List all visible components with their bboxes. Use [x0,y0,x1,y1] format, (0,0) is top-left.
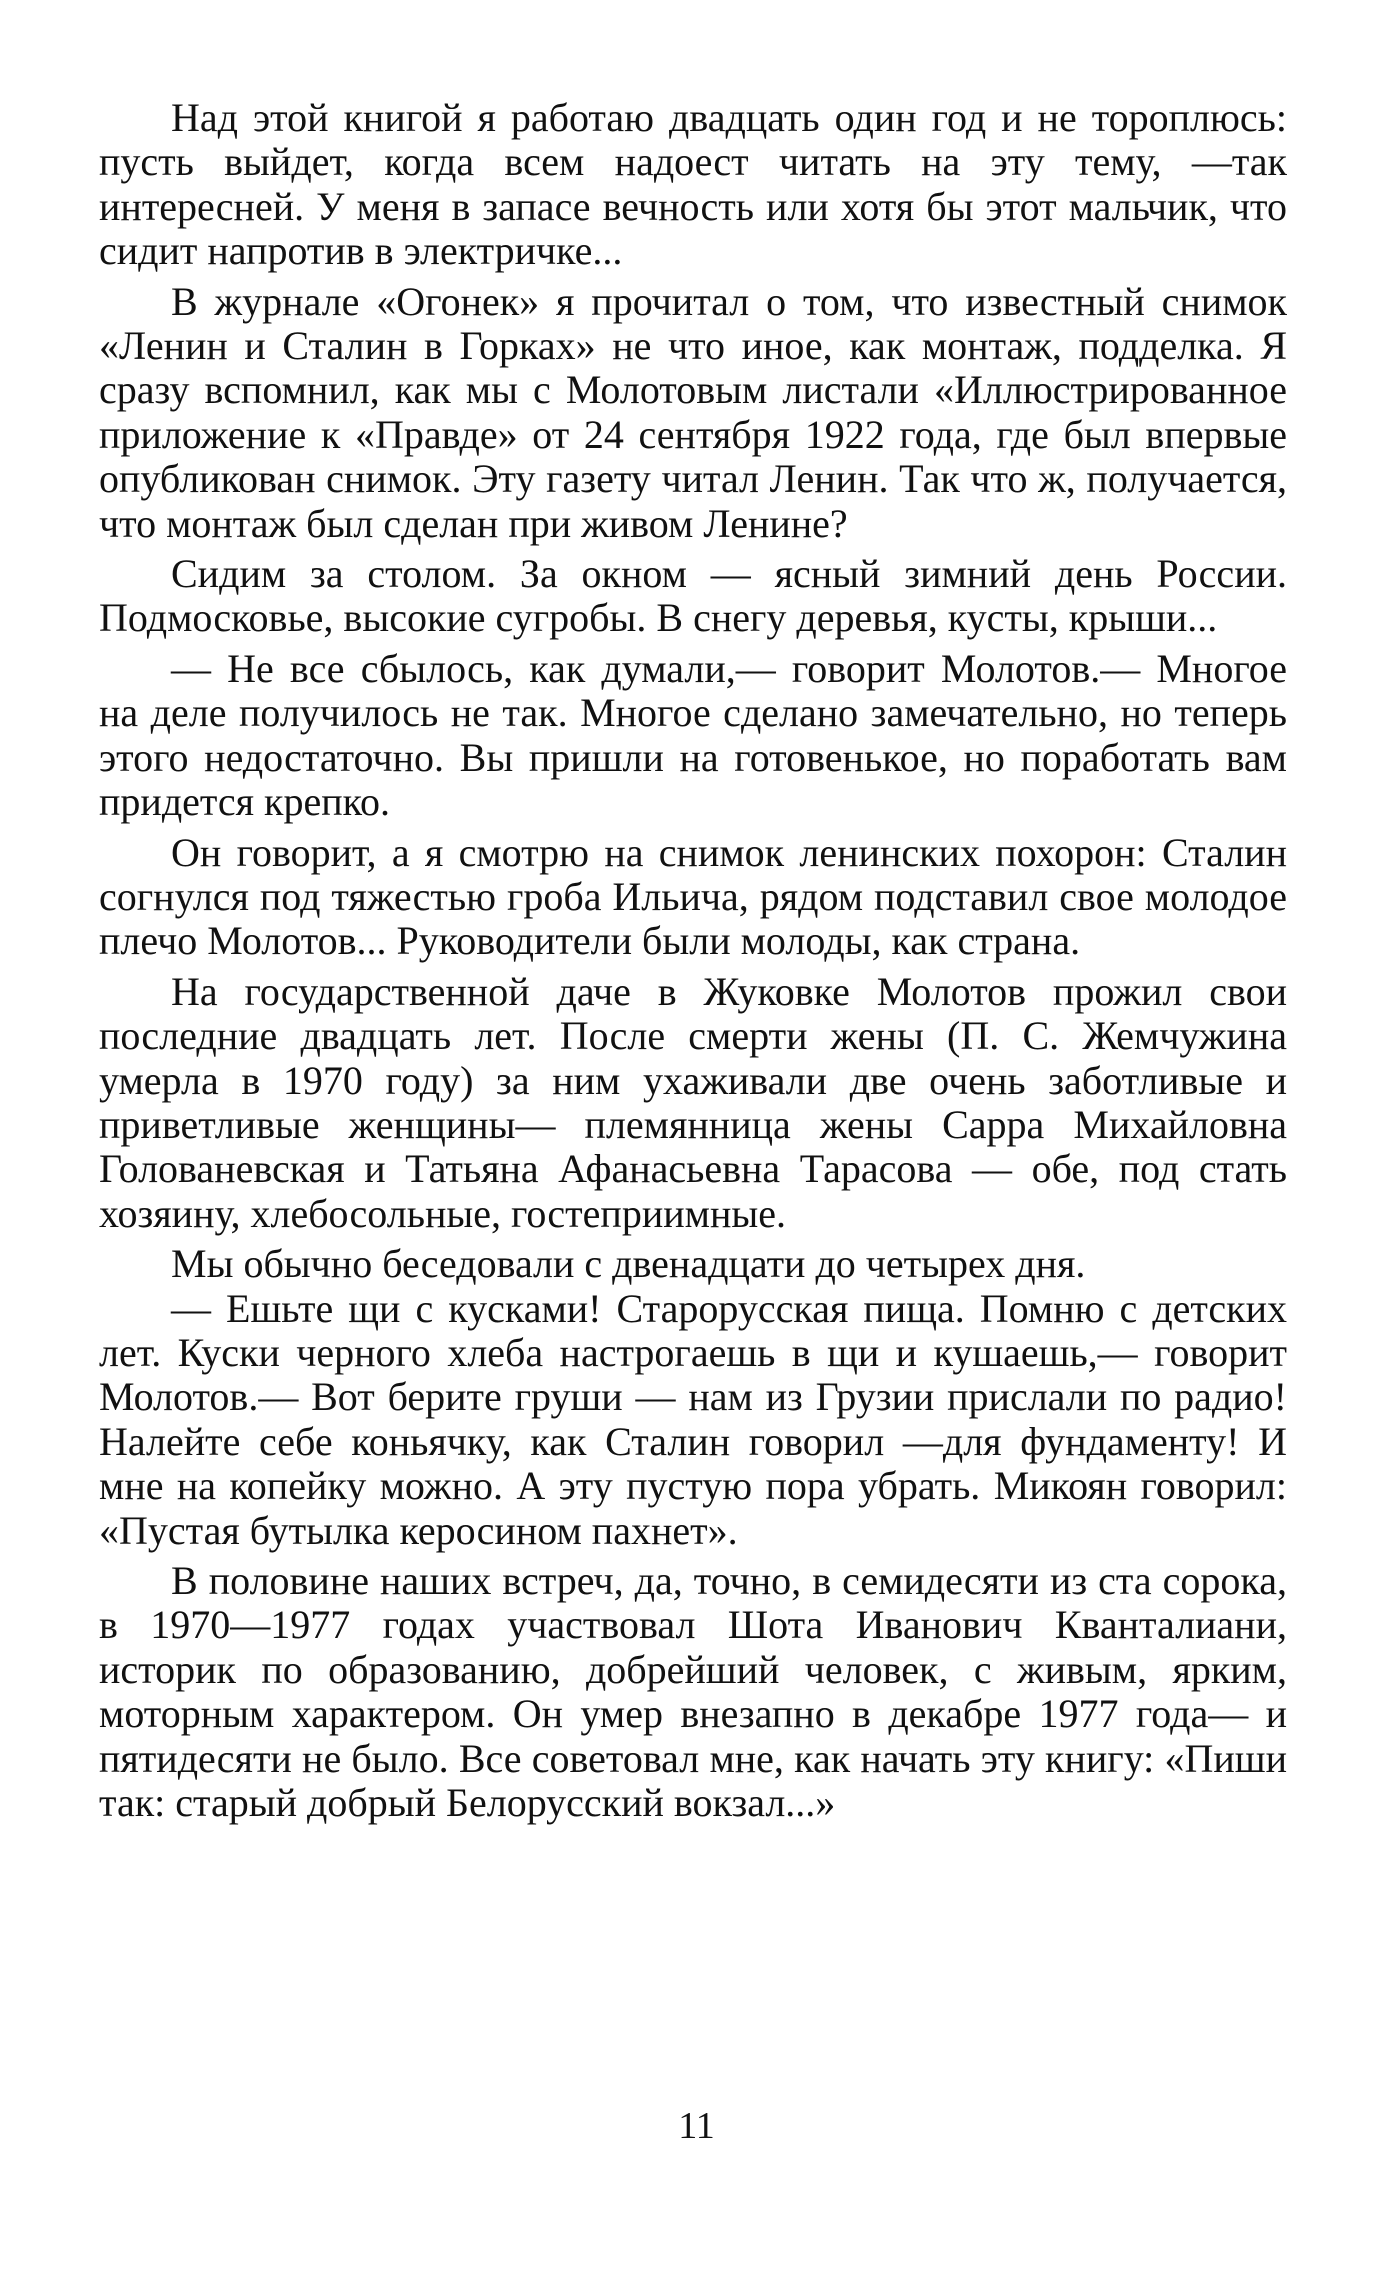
paragraph: На государственной даче в Жуковке Молотов прожил свои последние двадцать лет. После смерти жены (П. С. Жемчужина умерла в 1970 году) за ним ухаживали две очень заботливые и приветливые женщины— племянница жены Сарра Михайловна Голованевская и Татьяна Афанасьевна Тарасова — обе, под стать хозяину, хлебосольные, гостеприимные. [99,968,1287,1236]
paragraph: В журнале «Огонек» я прочитал о том, что известный снимок «Ленин и Сталин в Горках» не что иное, как монтаж, подделка. Я сразу вспомнил, как мы с Молотовым листали «Иллюстрированное приложение к «Правде» от 24 сентября 1922 года, где был впервые опубликован снимок. Эту газету читал Ленин. Так что ж, получается, что монтаж был сделан при живом Ленине? [99,278,1287,546]
paragraph: Мы обычно беседовали с двенадцати до четырех дня. [171,1241,1086,1287]
paragraph: Над этой книгой я работаю двадцать один год и не тороплюсь: пусть выйдет, когда всем надоест читать на эту тему, —так интересней. У меня в запасе вечность или хотя бы этот мальчик, что сидит напротив в электричке... [99,95,1287,274]
paragraph: Он говорит, а я смотрю на снимок ленинских похорон: Сталин согнулся под тяжестью гроба Ильича, рядом подставил свое молодое плечо Молотов... Руководители были молоды, как страна. [99,829,1287,964]
paragraph: Сидим за столом. За окном — ясный зимний день России. Подмосковье, высокие сугробы. В снегу деревья, кусты, крыши... [99,551,1287,641]
page-number: 11 [678,2105,715,2147]
paragraph: — Ешьте щи с кусками! Старорусская пища. Помню с детских лет. Куски черного хлеба настрогаешь в щи и кушаешь,— говорит Молотов.— Вот берите груши — нам из Грузии прислали по радио! Налейте себе коньячку, как Сталин говорил —для фундаменту! И мне на копейку можно. А эту пустую пора убрать. Микоян говорил: «Пустая бутылка керосином пахнет». [99,1285,1287,1553]
page-body [99,96,1287,1825]
paragraph: В половине наших встреч, да, точно, в семидесяти из ста сорока, в 1970—1977 годах участвовал Шота Иванович Кванталиани, историк по образованию, добрейший человек, с живым, ярким, моторным характером. Он умер внезапно в декабре 1977 года— и пятидесяти не было. Все советовал мне, как начать эту книгу: «Пиши так: старый добрый Белорусский вокзал...» [99,1558,1287,1826]
paragraph: — Не все сбылось, как думали,— говорит Молотов.— Многое на деле получилось не так. Многое сделано замечательно, но теперь этого недостаточно. Вы пришли на готовенькое, но поработать вам придется крепко. [99,645,1287,825]
